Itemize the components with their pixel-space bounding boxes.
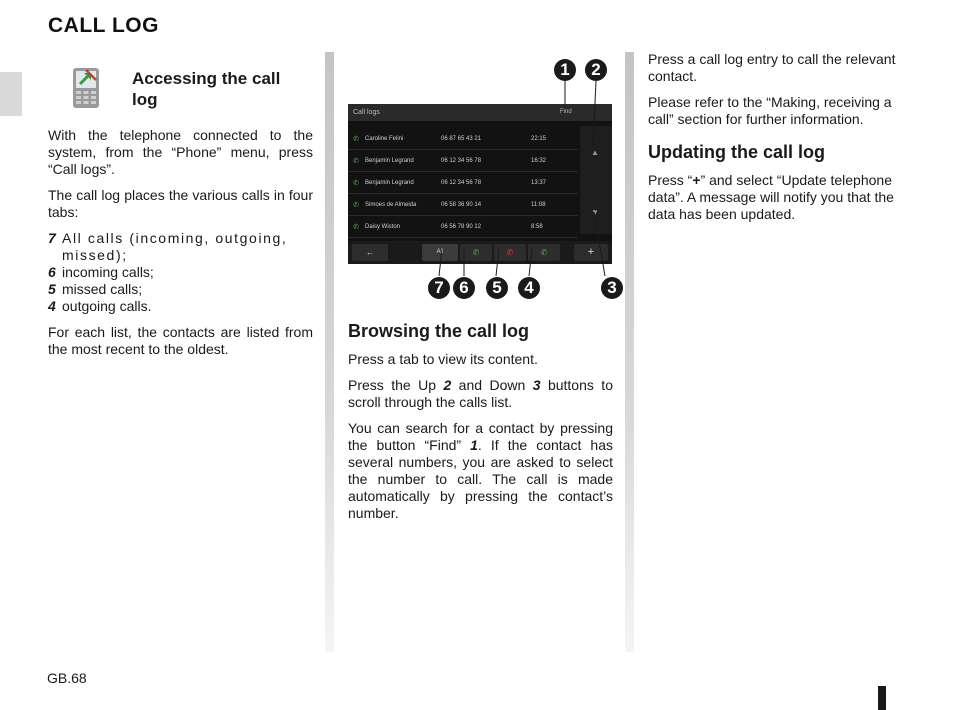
call-time: 22:15 [531,136,547,142]
left-column [48,127,313,367]
column-divider-left [325,52,334,652]
tabs-list-item [48,298,313,315]
call-log-screen [348,104,612,264]
accessing-heading-line2: log [132,90,158,109]
tabs-intro-paragraph: The call log places the various calls in four tabs: [48,187,313,220]
tab-outgoing[interactable] [528,244,560,261]
page-title: CALL LOG [48,14,159,37]
corner-mark [878,686,886,710]
incoming-call-icon: ✆ [353,180,359,187]
page-number: GB.68 [47,670,87,686]
text-run: . If the contact has several numbers, you are asked to select the number to call. The call is made automatically by pressing the contact’s number. [348,437,613,521]
contact-name: Benjamin Legrand [365,158,414,164]
updating-heading: Updating the call log [648,142,826,162]
text-run: ” and select “Update telephone data”. A message will notify you that the data has been updated. [648,172,894,222]
tab-missed[interactable] [494,244,526,261]
tab-description: missed calls; [62,281,143,297]
tab-number: 5 [48,281,56,297]
right-column [648,51,914,232]
access-paragraph: With the telephone connected to the system, from the “Phone” menu, press “Call logs”. [48,127,313,177]
call-entry-paragraph: Press a call log entry to call the relevant contact. [648,51,896,84]
text-run: You can search for a contact by pressing the button “Find” [348,420,613,453]
contact-name: Daisy Wiston [365,224,401,230]
callout-2: 2 [585,59,607,81]
tab-description: All calls (incoming, outgoing, missed); [62,230,288,263]
call-log-row[interactable] [348,151,578,172]
screen-header [348,104,612,121]
incoming-call-icon: ✆ [353,158,359,165]
text-run: buttons to scroll through the calls list. [348,377,613,410]
refer-paragraph: Please refer to the “Making, receiving a call” section for further information. [648,94,892,127]
scroll-down-button[interactable]: ▼ [591,208,599,217]
callout-5: 5 [486,277,508,299]
contact-name: Caroline Felini [365,136,404,142]
column-divider-right [625,52,634,652]
text-run: Press the Up [348,377,444,393]
accessing-heading [132,68,322,110]
plus-button[interactable]: + [574,244,608,261]
tab-incoming[interactable] [460,244,492,261]
find-button[interactable]: Find [560,109,572,115]
call-log-row[interactable] [348,195,578,216]
contact-name: Benjamin Legrand [365,180,414,186]
contact-phone: 06 56 78 90 12 [441,224,482,230]
callout-4: 4 [518,277,540,299]
list-order-paragraph: For each list, the contacts are listed from the most recent to the oldest. [48,324,313,357]
tab-number: 6 [48,264,56,280]
middle-column [348,321,613,531]
call-log-row[interactable] [348,173,578,194]
browsing-paragraph-2 [348,377,613,411]
plus-symbol: + [692,172,701,188]
tabs-list-item [48,230,313,264]
browsing-heading: Browsing the call log [348,321,530,341]
tab-description: outgoing calls. [62,298,152,314]
contact-phone: 06 12 34 56 78 [441,180,482,186]
call-time: 13:37 [531,180,547,186]
scroll-up-button[interactable]: ▲ [591,148,599,157]
back-button[interactable]: ← [352,244,388,261]
screen-title: Call logs [353,109,380,116]
tabs-list [48,230,313,315]
missed-call-icon: ✆ [506,248,514,257]
call-time: 16:32 [531,158,547,164]
call-log-row[interactable] [348,217,578,238]
callout-6: 6 [453,277,475,299]
incoming-call-icon: ✆ [353,202,359,209]
ref-number: 2 [443,377,452,393]
callout-1: 1 [554,59,576,81]
contact-phone: 06 87 65 43 21 [441,136,482,142]
phone-icon [70,66,102,110]
section-tab-marker [0,72,22,116]
ref-number: 3 [532,377,541,393]
incoming-call-icon: ✆ [472,248,480,257]
update-paragraph [648,172,914,223]
text-run: Press “ [648,172,693,188]
callout-3: 3 [601,277,623,299]
tab-all[interactable]: All [422,244,458,261]
call-time: 8:58 [531,224,543,230]
tabs-list-item [48,264,313,281]
contact-name: Simoes de Almeida [365,202,417,208]
incoming-call-icon: ✆ [353,224,359,231]
text-run: and Down [451,377,533,393]
outgoing-call-icon: ✆ [540,248,548,257]
tabs-list-item [48,281,313,298]
incoming-call-icon: ✆ [353,136,359,143]
browsing-paragraph-1: Press a tab to view its content. [348,351,538,367]
accessing-heading-line1: Accessing the call [132,69,281,88]
tab-number: 4 [48,298,56,314]
call-log-row[interactable] [348,129,578,150]
scroll-column [580,126,612,234]
contact-phone: 06 58 36 90 14 [441,202,482,208]
ref-number: 1 [470,437,478,453]
tab-number: 7 [48,230,56,246]
contact-phone: 06 12 34 56 78 [441,158,482,164]
tab-description: incoming calls; [62,264,154,280]
browsing-paragraph-3 [348,420,613,522]
callout-7: 7 [428,277,450,299]
call-time: 11:08 [531,202,546,208]
